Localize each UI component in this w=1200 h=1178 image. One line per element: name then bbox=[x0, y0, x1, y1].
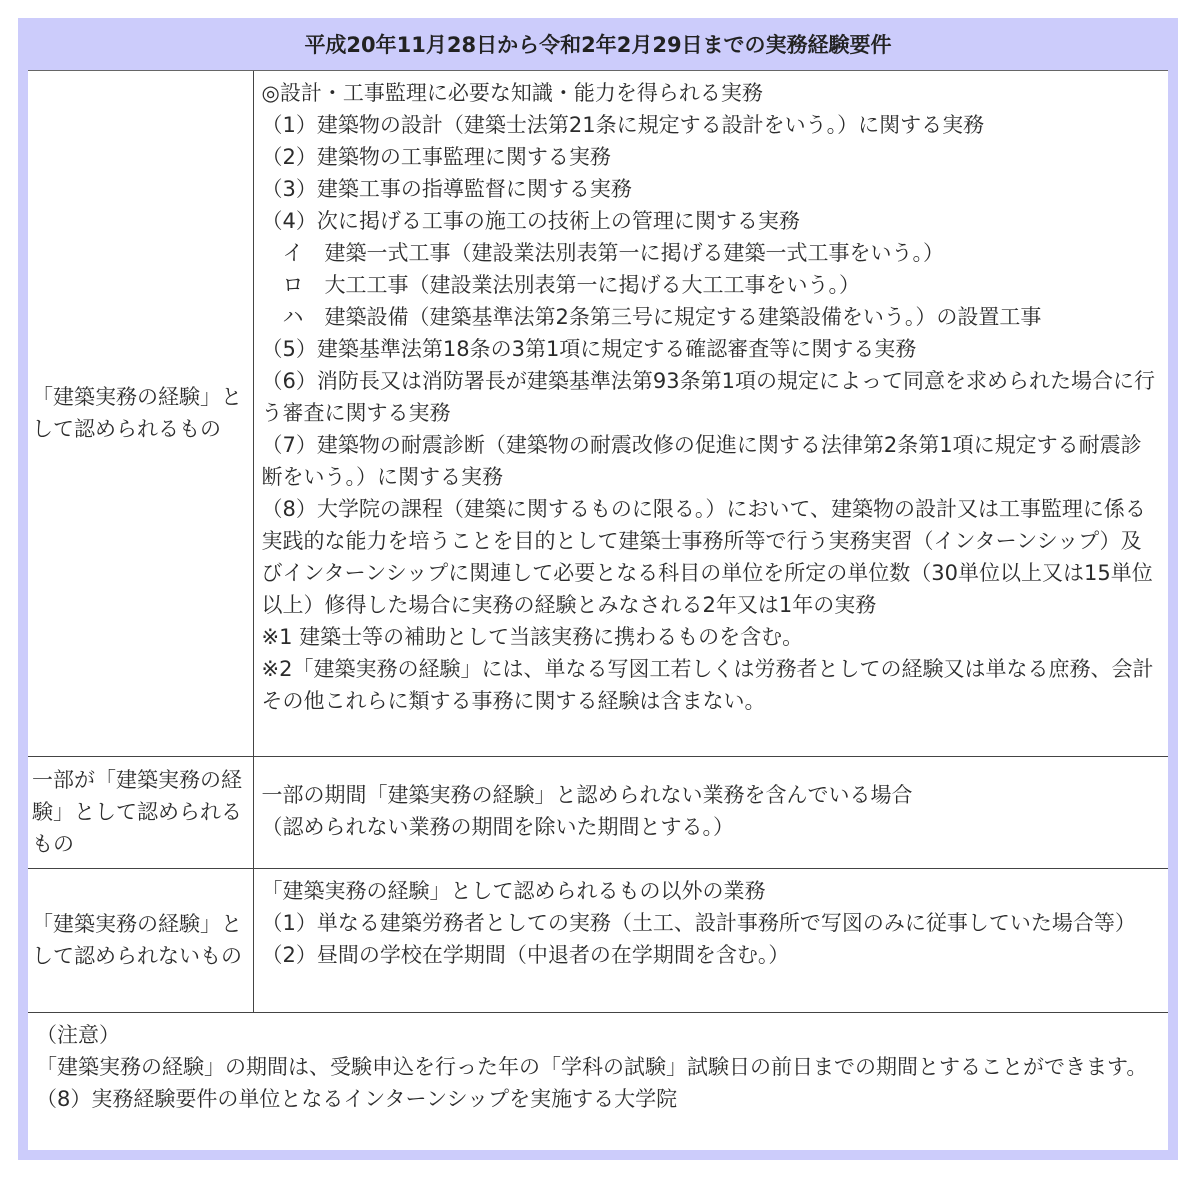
content-line: ※1 建築士等の補助として当該実務に携わるものを含む。 bbox=[261, 625, 804, 649]
content-line: （1）単なる建築労務者としての実務（土工、設計事務所で写図のみに従事していた場合等） bbox=[261, 910, 1136, 935]
content-line: ◎設計・工事監理に必要な知識・能力を得られる実務 bbox=[261, 81, 763, 105]
table-row-not-recognized bbox=[28, 868, 1168, 1012]
table-row-partial bbox=[28, 756, 1168, 868]
notes-section bbox=[28, 1013, 1168, 1115]
table-row-recognized bbox=[28, 71, 1168, 756]
content-line: 「建築実務の経験」として認められるもの以外の業務 bbox=[261, 878, 766, 903]
row-content-not-recognized bbox=[253, 868, 1168, 1012]
content-line: （8）大学院の課程（建築に関するものに限る。）において、建築物の設計又は工事監理に係る実践的な能力を培うことを目的として建築士事務所等で行う実務実習（インターンシップ）及びインターンシップに関連して必要となる科目の単位を所定の単位数（30単位以上又は15単位以上）修得した場合に実務の経験とみなされる2年又は1年の実務 bbox=[261, 497, 1153, 617]
notes-text: （8）実務経験要件の単位となるインターンシップを実施する大学院 bbox=[36, 1086, 678, 1111]
row-label-partial: 一部が「建築実務の経験」として認められるもの bbox=[28, 756, 253, 868]
content-line: イ 建築一式工事（建設業法別表第一に掲げる建築一式工事をいう。） bbox=[261, 241, 944, 265]
content-line: （1）建築物の設計（建築士法第21条に規定する設計をいう。）に関する実務 bbox=[261, 113, 985, 137]
requirements-table-frame bbox=[18, 18, 1178, 1160]
row-label-recognized: 「建築実務の経験」として認められるもの bbox=[28, 71, 253, 756]
row-content-partial bbox=[253, 756, 1168, 868]
content-line: （2）昼間の学校在学期間（中退者の在学期間を含む。） bbox=[261, 942, 790, 967]
table-title: 平成20年11月28日から令和2年2月29日までの実務経験要件 bbox=[304, 33, 892, 57]
table-body bbox=[28, 70, 1168, 1150]
content-line: （5）建築基準法第18条の3第1項に規定する確認審査等に関する実務 bbox=[261, 337, 917, 361]
row-label-not-recognized: 「建築実務の経験」として認められないもの bbox=[28, 868, 253, 1012]
content-line: （認められない業務の期間を除いた期間とする。） bbox=[261, 814, 734, 839]
content-line: （7）建築物の耐震診断（建築物の耐震改修の促進に関する法律第2条第1項に規定する耐震診断をいう。）に関する実務 bbox=[261, 433, 1142, 489]
content-line: （2）建築物の工事監理に関する実務 bbox=[261, 145, 611, 169]
content-line: （3）建築工事の指導監督に関する実務 bbox=[261, 177, 632, 201]
notes-text: 「建築実務の経験」の期間は、受験申込を行った年の「学科の試験」試験日の前日までの期間とすることができます。 bbox=[36, 1054, 1148, 1079]
notes-heading: （注意） bbox=[36, 1022, 120, 1047]
content-line: ハ 建築設備（建築基準法第2条第三号に規定する建築設備をいう。）の設置工事 bbox=[261, 305, 1042, 329]
content-line: ロ 大工工事（建設業法別表第一に掲げる大工工事をいう。） bbox=[261, 273, 860, 297]
content-line: （4）次に掲げる工事の施工の技術上の管理に関する実務 bbox=[261, 209, 800, 233]
content-line: 一部の期間「建築実務の経験」と認められない業務を含んでいる場合 bbox=[261, 782, 913, 807]
content-line: （6）消防長又は消防署長が建築基準法第93条第1項の規定によって同意を求められた場合に行う審査に関する実務 bbox=[261, 369, 1155, 425]
row-content-recognized bbox=[253, 71, 1168, 756]
requirements-grid bbox=[28, 71, 1168, 1013]
content-line: ※2「建築実務の経験」には、単なる写図工若しくは労務者としての経験又は単なる庶務、会計その他これらに類する事務に関する経験は含まない。 bbox=[261, 657, 1154, 713]
